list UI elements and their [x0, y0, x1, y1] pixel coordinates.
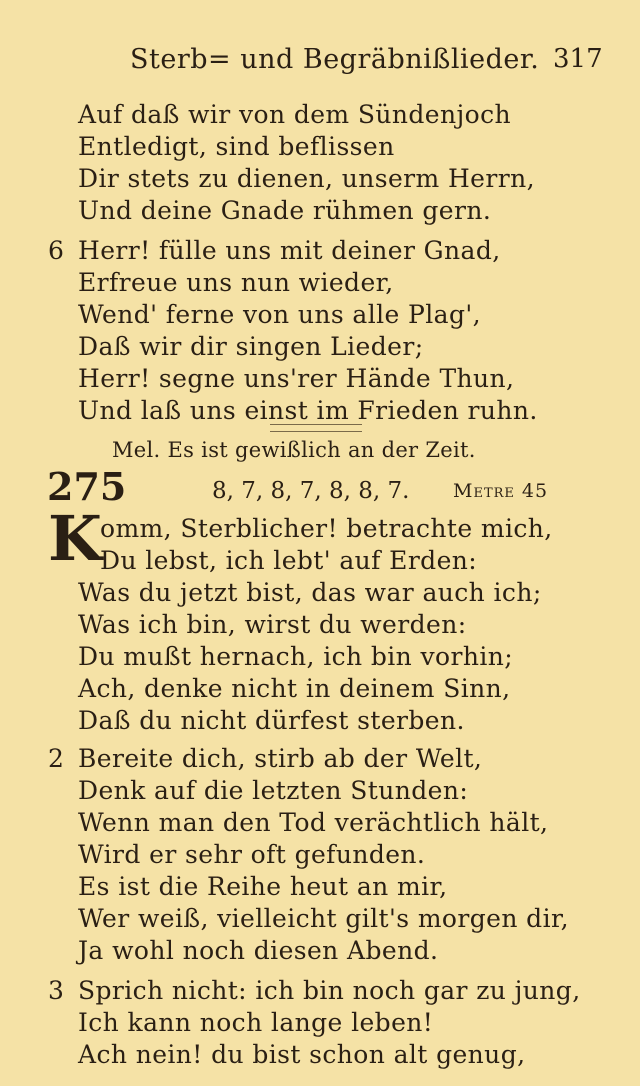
verse-line: Ach, denke nicht in deinem Sinn, [78, 674, 511, 703]
verse-line: Wer weiß, vielleicht gilt's morgen dir, [78, 904, 569, 933]
stanza-number: 3 [48, 976, 64, 1005]
metre-label: Metre 45 [453, 480, 549, 502]
verse-line: Du lebst, ich lebt' auf Erden: [100, 546, 478, 575]
verse-line: Es ist die Reihe heut an mir, [78, 872, 448, 901]
running-title: Sterb= und Begräbnißlieder. [130, 44, 540, 75]
verse-line: Wird er sehr oft gefunden. [78, 840, 426, 869]
hymn-number: 275 [47, 464, 127, 509]
verse-line: Auf daß wir von dem Sündenjoch [78, 100, 512, 129]
verse-line: Ich kann noch lange leben! [78, 1008, 434, 1037]
verse-line: Und deine Gnade rühmen gern. [78, 196, 492, 225]
verse-line: Wenn man den Tod verächtlich hält, [78, 808, 549, 837]
meter-pattern: 8, 7, 8, 7, 8, 8, 7. [212, 478, 410, 504]
stanza-number: 2 [48, 744, 64, 773]
verse-line: Entledigt, sind beflissen [78, 132, 395, 161]
melody-line: Mel. Es ist gewißlich an der Zeit. [112, 438, 476, 462]
verse-line: omm, Sterblicher! betrachte mich, [100, 514, 553, 543]
page-number: 317 [553, 44, 603, 74]
verse-line: Was ich bin, wirst du werden: [78, 610, 467, 639]
stanza-number: 6 [48, 236, 64, 265]
section-divider [270, 424, 362, 432]
verse-line: Daß wir dir singen Lieder; [78, 332, 424, 361]
verse-line: Bereite dich, stirb ab der Welt, [78, 744, 483, 773]
drop-cap: K [48, 502, 102, 575]
verse-line: Erfreue uns nun wieder, [78, 268, 394, 297]
verse-line: Herr! segne uns'rer Hände Thun, [78, 364, 515, 393]
verse-line: Herr! fülle uns mit deiner Gnad, [78, 236, 501, 265]
verse-line: Dir stets zu dienen, unserm Herrn, [78, 164, 535, 193]
verse-line: Du mußt hernach, ich bin vorhin; [78, 642, 514, 671]
verse-line: Denk auf die letzten Stunden: [78, 776, 469, 805]
verse-line: Sprich nicht: ich bin noch gar zu jung, [78, 976, 581, 1005]
verse-line: Und laß uns einst im Frieden ruhn. [78, 396, 538, 425]
verse-line: Ach nein! du bist schon alt genug, [78, 1040, 526, 1069]
verse-line: Wend' ferne von uns alle Plag', [78, 300, 482, 329]
verse-line: Daß du nicht dürfest sterben. [78, 706, 465, 735]
verse-line: Was du jetzt bist, das war auch ich; [78, 578, 542, 607]
verse-line: Ja wohl noch diesen Abend. [78, 936, 439, 965]
